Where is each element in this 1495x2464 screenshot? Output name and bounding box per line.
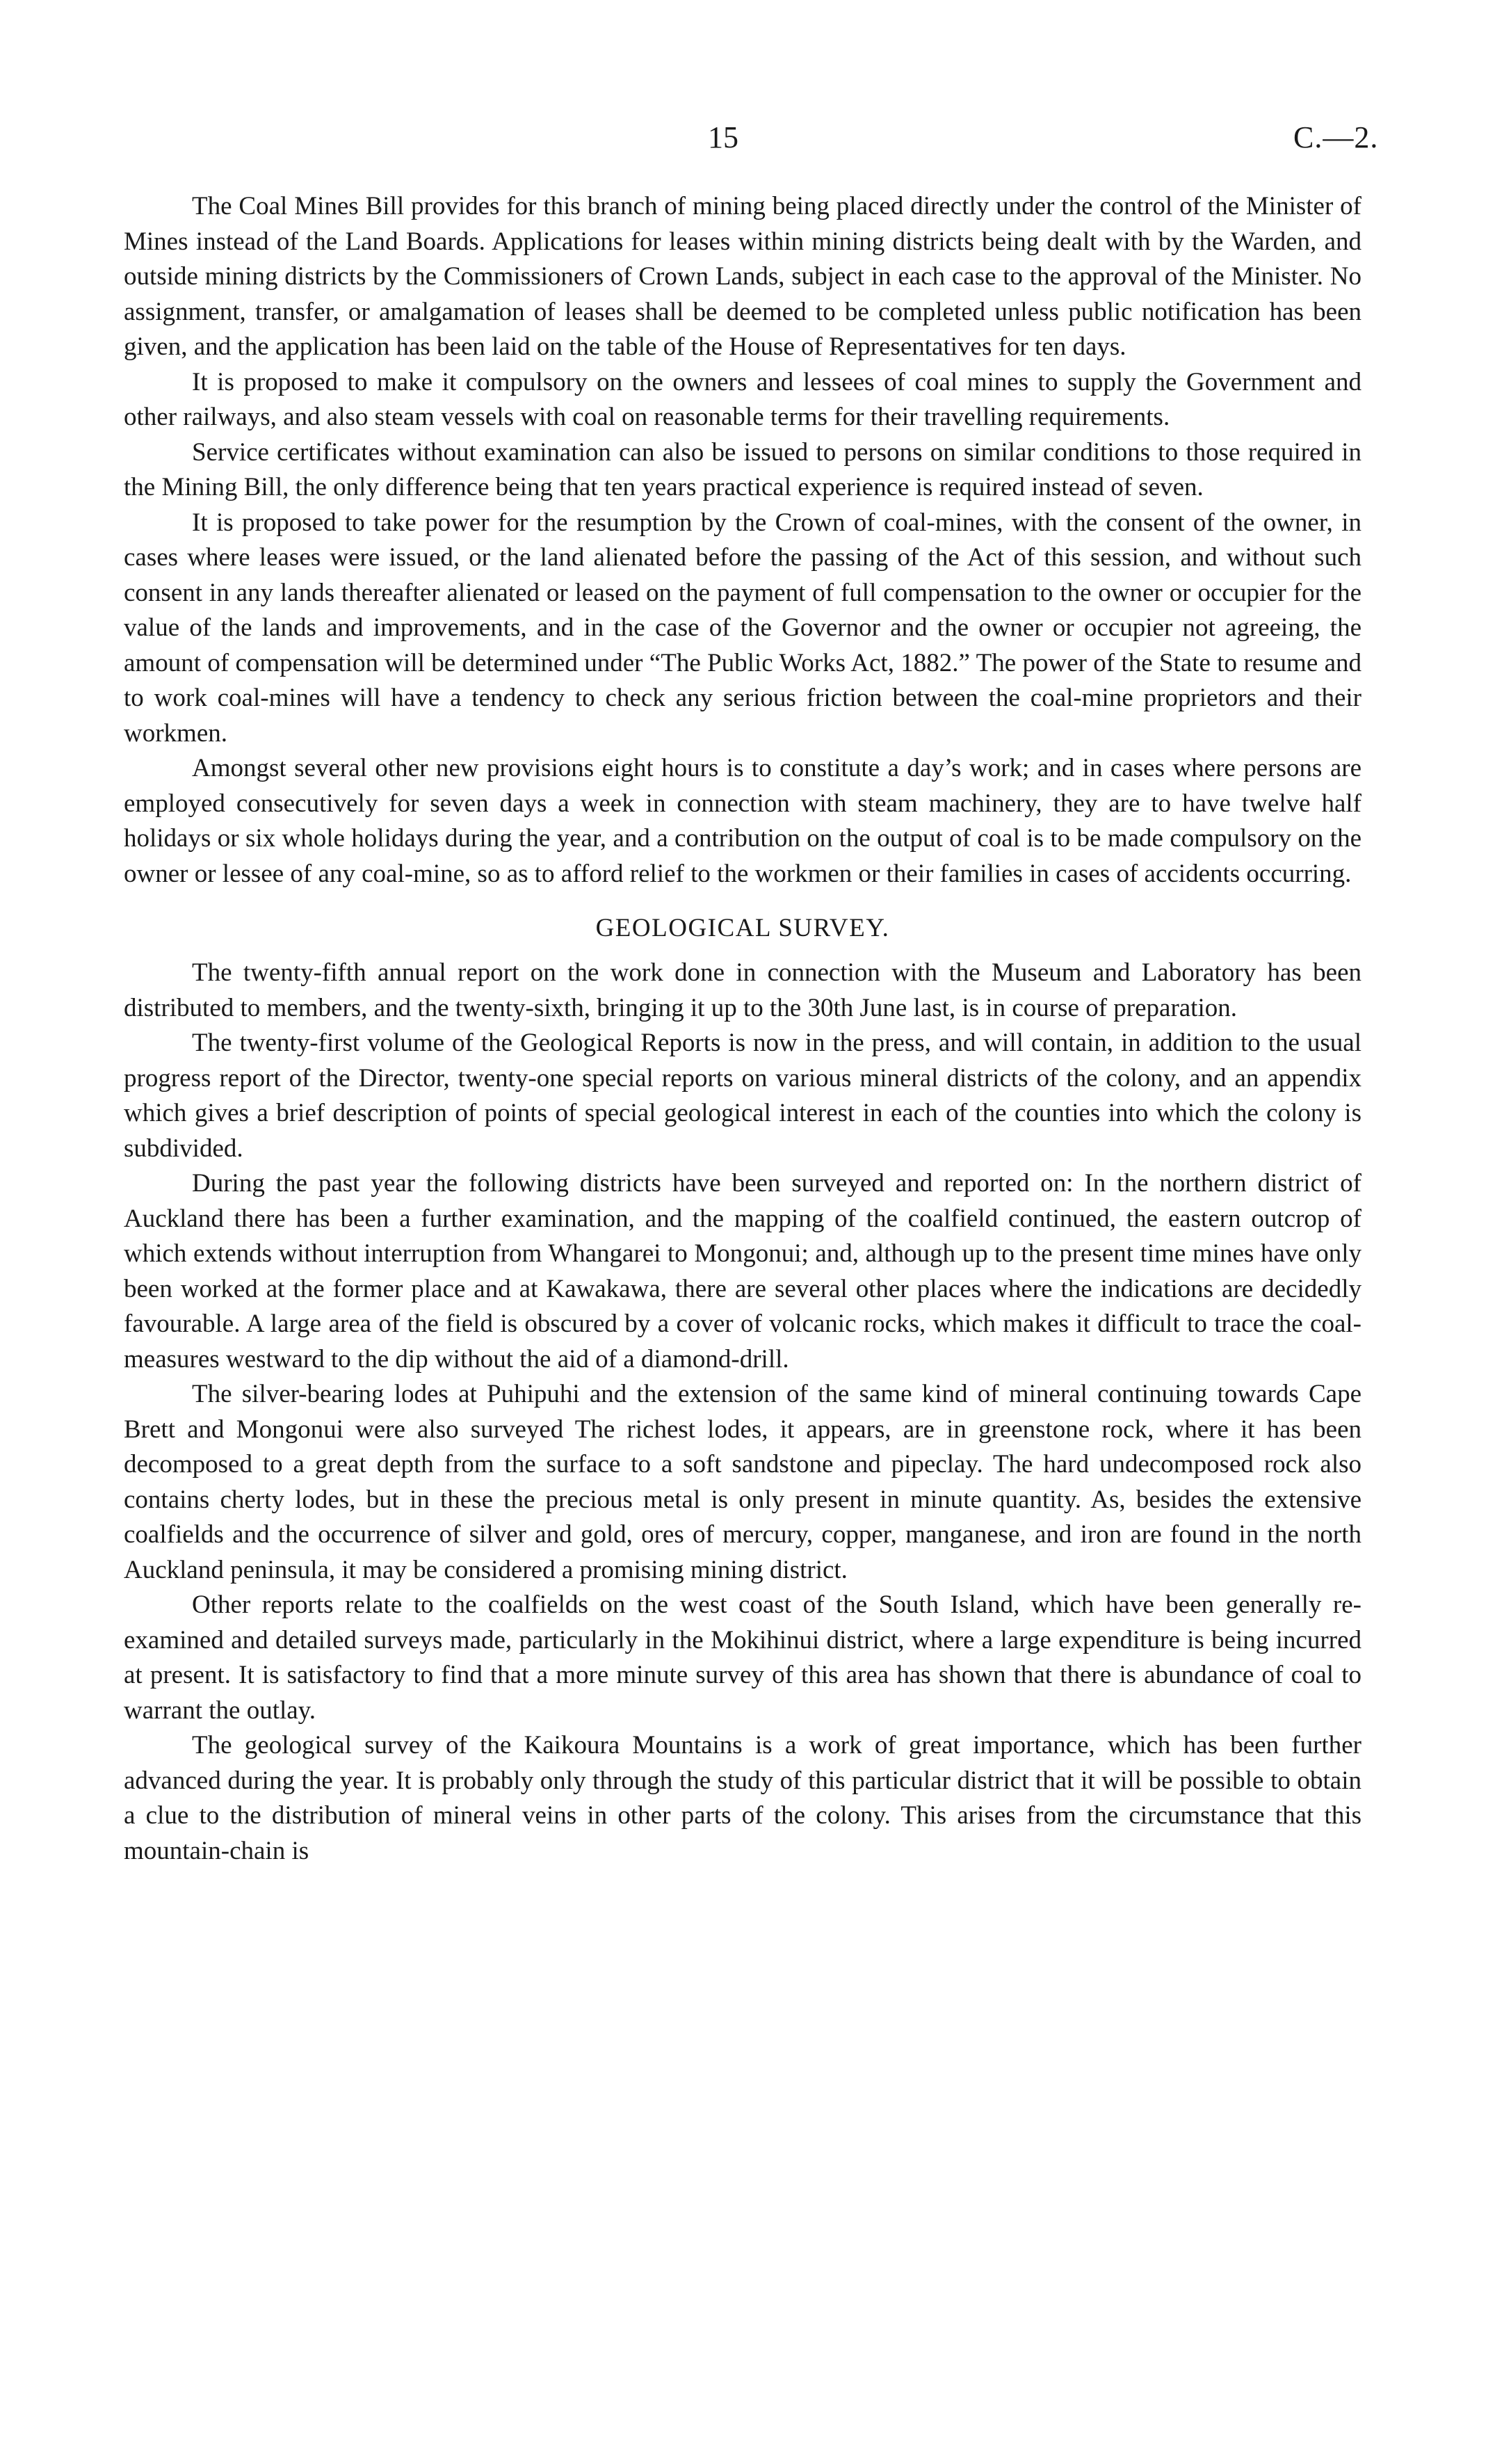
paragraph: The twenty-first volume of the Geological Reports is now in the press, and will contain, in addition to the usual progress report of the Director, twenty-one special reports on various mineral districts of the colony, and an appendix which gives a brief description of points of special geological interest in each of the counties into which the colony is subdivided. — [124, 1029, 1361, 1163]
paragraph: Amongst several other new provisions eight hours is to constitute a day’s work; and in cases where persons are employed consecutively for seven days a week in connection with steam machinery, they are to have twelve half holidays or six whole holidays during the year, and a contribution on the output of coal is to be made compulsory on the owner or lessee of any coal-mine, so as to afford relief to the workmen or their families in cases of accidents occurring. — [124, 754, 1361, 888]
document-reference: C.—2. — [1293, 120, 1379, 154]
paragraph: The Coal Mines Bill provides for this branch of mining being placed directly under the control of the Minister of Mines instead of the Land Boards. Applications for leases within mining districts being dealt with by the Warden, and outside mining districts by the Commissioners of Crown Lands, subject in each case to the approval of the Minister. No assignment, transfer, or amalgamation of leases shall be deemed to be completed unless public notification has been given, and the application has been laid on the table of the House of Representatives for ten days. — [124, 192, 1361, 361]
paragraph: Other reports relate to the coalfields on the west coast of the South Island, which have been generally re-examined and detailed surveys made, particularly in the Mokihinui district, where a large expenditure is being incurred at present. It is satisfactory to find that a more minute survey of this area has shown that there is abundance of coal to warrant the outlay. — [124, 1591, 1361, 1725]
section-heading: GEOLOGICAL SURVEY. — [595, 914, 890, 942]
paragraph: It is proposed to take power for the resumption by the Crown of coal-mines, with the consent of the owner, in cases where leases were issued, or the land alienated before the passing of the Act of this session, and without such consent in any lands thereafter alienated or leased on the payment of full compensation to the owner or occupier for the value of the lands and improvements, and in the case of the Governor and the owner or occupier not agreeing, the amount of compensation will be determined under “The Public Works Act, 1882.” The power of the State to resume and to work coal-mines will have a tendency to check any serious friction between the coal-mine proprietors and their workmen. — [124, 508, 1361, 748]
page-number: 15 — [708, 120, 738, 154]
paragraph: During the past year the following districts have been surveyed and reported on: In the northern district of Auckland there has been a further examination, and the mapping of the coalfield continued, the eastern outcrop of which extends without interruption from Whangarei to Mongonui; and, although up to the present time mines have only been worked at the former place and at Kawakawa, there are several other places where the indications are decidedly favourable. A large area of the field is obscured by a cover of volcanic rocks, which makes it difficult to trace the coal-measures westward to the dip without the aid of a diamond-drill. — [124, 1169, 1361, 1374]
paragraph: The twenty-fifth annual report on the work done in connection with the Museum and Laboratory has been distributed to members, and the twenty-sixth, bringing it up to the 30th June last, is in course of preparation. — [124, 958, 1361, 1022]
body-text — [124, 189, 1361, 1869]
paragraph: The geological survey of the Kaikoura Mountains is a work of great importance, which has been further advanced during the year. It is probably only through the study of this particular district that it will be possible to obtain a clue to the distribution of mineral veins in other parts of the colony. This arises from the circumstance that this mountain-chain is — [124, 1731, 1361, 1865]
paragraph: The silver-bearing lodes at Puhipuhi and the extension of the same kind of mineral continuing towards Cape Brett and Mongonui were also surveyed The richest lodes, it appears, are in greenstone rock, where it has been decomposed to a great depth from the surface to a soft sandstone and pipeclay. The hard undecomposed rock also contains cherty lodes, but in these the precious metal is only present in minute quantity. As, besides the extensive coalfields and the occurrence of silver and gold, ores of mercury, copper, manganese, and iron are found in the north Auckland peninsula, it may be considered a promising mining district. — [124, 1380, 1361, 1584]
paragraph: Service certificates without examination can also be issued to persons on similar conditions to those required in the Mining Bill, the only difference being that ten years practical experience is required instead of seven. — [124, 437, 1361, 501]
paragraph: It is proposed to make it compulsory on the owners and lessees of coal mines to supply the Government and other railways, and also steam vessels with coal on reasonable terms for their travelling requirements. — [124, 367, 1361, 431]
